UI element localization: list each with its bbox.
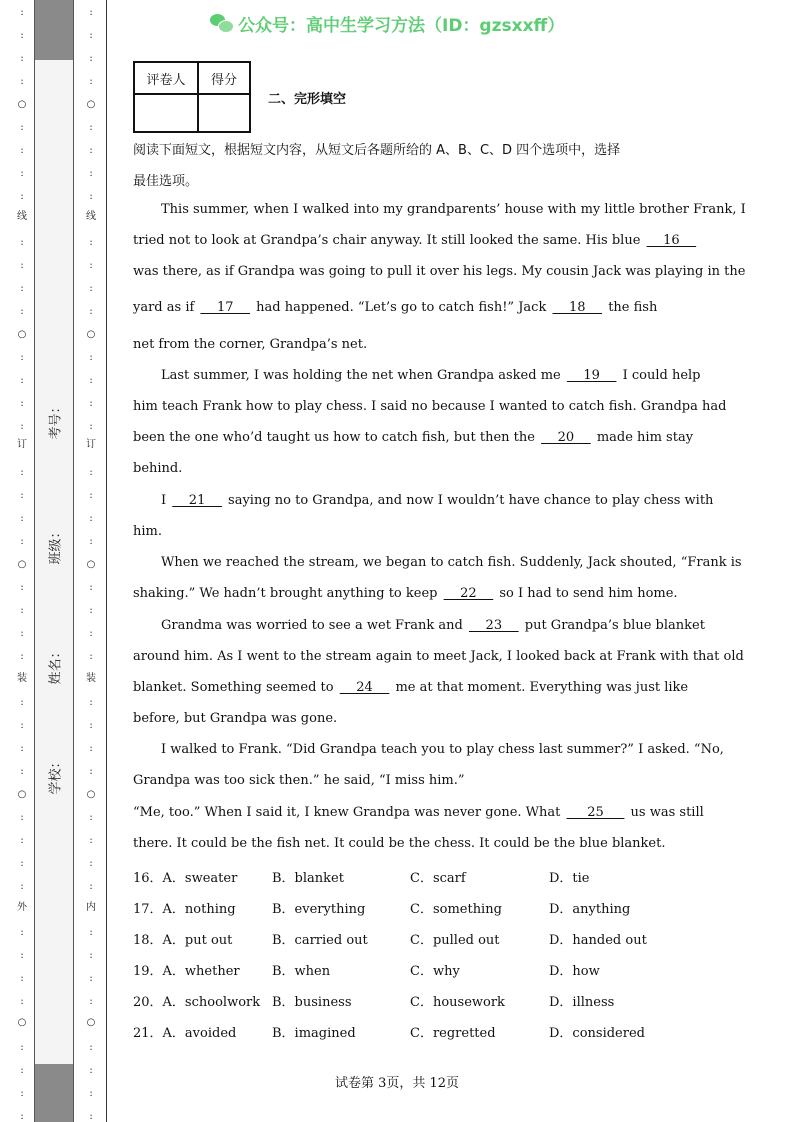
- section-title: 二、完形填空: [268, 92, 347, 107]
- binding-dot: :: [89, 1042, 93, 1053]
- passage-text: us was still: [626, 805, 704, 820]
- passage-line: [133, 524, 663, 539]
- outer-binding-line: [16, 0, 27, 1122]
- passage-line: [133, 264, 746, 279]
- passage-text: behind.: [133, 461, 183, 476]
- binding-dot: :: [20, 237, 24, 248]
- question-option-a: 20．A．schoolwork: [133, 995, 261, 1010]
- passage-text: been the one who’d taught us how to catch fish, but then the: [133, 430, 540, 445]
- passage-line: [133, 300, 663, 315]
- passage-line: [161, 742, 724, 757]
- binding-dot: :: [89, 973, 93, 984]
- passage-line: [133, 836, 666, 851]
- binding-circle: ○: [86, 789, 96, 800]
- binding-circle: ○: [86, 329, 96, 340]
- passage-line: [133, 680, 689, 695]
- reviewer-input-cell: [134, 94, 198, 132]
- binding-mark: 外: [17, 902, 27, 913]
- binding-dot: :: [20, 53, 24, 64]
- binding-dot: :: [89, 375, 93, 386]
- question-option-c: C．something: [410, 902, 502, 917]
- binding-dot: :: [89, 1111, 93, 1122]
- binding-dot: :: [89, 766, 93, 777]
- passage-line: [161, 368, 701, 383]
- binding-dot: :: [89, 53, 93, 64]
- binding-dot: :: [89, 582, 93, 593]
- question-row: [133, 991, 673, 1009]
- binding-mark: 订: [17, 439, 27, 450]
- binding-dot: :: [89, 1088, 93, 1099]
- passage-text: put Grandpa’s blue blanket: [520, 618, 705, 633]
- question-row: [133, 1022, 673, 1040]
- passage-text: me at that moment. Everything was just like: [391, 680, 689, 695]
- passage-text: so I had to send him home.: [495, 586, 678, 601]
- question-option-d: D．how: [549, 964, 600, 979]
- binding-dot: :: [89, 743, 93, 754]
- binding-dot: :: [20, 260, 24, 271]
- binding-dot: :: [89, 835, 93, 846]
- cloze-blank: 24: [339, 680, 390, 695]
- passage-line: [133, 337, 663, 352]
- question-option-a: 19．A．whether: [133, 964, 240, 979]
- binding-dot: :: [89, 513, 93, 524]
- binding-circle: ○: [17, 329, 27, 340]
- binding-circle: ○: [86, 559, 96, 570]
- binding-dot: :: [20, 76, 24, 87]
- binding-dot: :: [89, 1065, 93, 1076]
- passage-text: was there, as if Grandpa was going to pull it over his legs. My cousin Jack was playing in the: [133, 264, 746, 279]
- cloze-blank: 16: [646, 233, 697, 248]
- binding-dot: :: [20, 375, 24, 386]
- question-option-a: 16．A．sweater: [133, 871, 238, 886]
- binding-dot: :: [89, 996, 93, 1007]
- binding-dot: :: [20, 7, 24, 18]
- question-row: [133, 867, 673, 885]
- binding-dot: :: [20, 605, 24, 616]
- binding-dot: :: [89, 697, 93, 708]
- question-option-b: B．carried out: [272, 933, 368, 948]
- binding-dot: :: [89, 306, 93, 317]
- binding-dot: :: [20, 30, 24, 41]
- question-row: [133, 898, 673, 916]
- binding-dot: :: [89, 168, 93, 179]
- binding-dot: :: [20, 168, 24, 179]
- passage-text: there. It could be the fish net. It could be the chess. It could be the blue blanket.: [133, 836, 666, 851]
- binding-circle: ○: [17, 559, 27, 570]
- passage-line: [133, 773, 663, 788]
- page-footer: 试卷第 3页，共 12页: [334, 1076, 460, 1091]
- margin-rule: [106, 0, 107, 1122]
- class-label: 班级：: [48, 525, 64, 565]
- binding-circle: ○: [17, 99, 27, 110]
- question-option-a: 18．A．put out: [133, 933, 233, 948]
- binding-dot: :: [20, 812, 24, 823]
- passage-text: had happened. “Let’s go to catch fish!” Jack: [252, 300, 551, 315]
- question-option-d: D．anything: [549, 902, 631, 917]
- passage-line: [133, 711, 663, 726]
- binding-dot: :: [20, 858, 24, 869]
- passage-text: yard as if: [133, 300, 199, 315]
- binding-mark: 装: [86, 673, 96, 684]
- binding-dot: :: [20, 352, 24, 363]
- passage-text: Grandma was worried to see a wet Frank and: [161, 618, 468, 633]
- passage-text: Grandpa was too sick then.” he said, “I miss him.”: [133, 773, 465, 788]
- binding-mark: 内: [86, 902, 96, 913]
- passage-line: [133, 233, 697, 248]
- binding-dot: :: [20, 490, 24, 501]
- question-option-d: D．handed out: [549, 933, 647, 948]
- passage-text: saying no to Grandpa, and now I wouldn’t have chance to play chess with: [223, 493, 714, 508]
- instruction-line: 阅读下面短文，根据短文内容，从短文后各题所给的 A、B、C、D 四个选项中，选择: [133, 143, 621, 158]
- binding-dot: :: [89, 536, 93, 547]
- header-banner: [210, 10, 564, 36]
- binding-dot: :: [89, 927, 93, 938]
- binding-dot: :: [89, 145, 93, 156]
- passage-text: the fish: [604, 300, 658, 315]
- binding-dot: :: [20, 122, 24, 133]
- school-label: 学校：: [48, 755, 64, 795]
- question-option-d: D．tie: [549, 871, 590, 886]
- binding-dot: :: [20, 306, 24, 317]
- binding-dot: :: [20, 582, 24, 593]
- binding-dot: :: [20, 651, 24, 662]
- binding-dot: :: [20, 283, 24, 294]
- binding-dot: :: [20, 513, 24, 524]
- binding-dot: :: [20, 421, 24, 432]
- passage-text: before, but Grandpa was gone.: [133, 711, 338, 726]
- binding-dot: :: [20, 996, 24, 1007]
- binding-dot: :: [89, 467, 93, 478]
- passage-line: [161, 618, 705, 633]
- cloze-blank: 20: [541, 430, 591, 445]
- question-option-b: B．business: [272, 995, 352, 1010]
- binding-dot: :: [89, 352, 93, 363]
- passage-text: I walked to Frank. “Did Grandpa teach you to play chess last summer?” I asked. “No,: [161, 742, 724, 757]
- question-option-b: B．when: [272, 964, 331, 979]
- passage-line: [133, 461, 663, 476]
- binding-dot: :: [20, 145, 24, 156]
- score-box: [133, 61, 251, 133]
- question-option-d: D．illness: [549, 995, 615, 1010]
- passage-text: I could help: [618, 368, 701, 383]
- question-option-c: C．pulled out: [410, 933, 500, 948]
- exam-number-label: 考号：: [48, 400, 64, 440]
- cloze-blank: 23: [469, 618, 519, 633]
- passage-line: [133, 586, 678, 601]
- passage-text: tried not to look at Grandpa’s chair anyway. It still looked the same. His blue: [133, 233, 645, 248]
- inner-binding-line: [85, 0, 97, 1122]
- binding-dot: :: [20, 881, 24, 892]
- question-option-c: C．regretted: [410, 1026, 496, 1041]
- cloze-blank: 18: [552, 300, 603, 315]
- binding-dot: :: [20, 950, 24, 961]
- binding-circle: ○: [86, 1017, 96, 1028]
- binding-dot: :: [89, 76, 93, 87]
- reviewer-cell: 评卷人: [134, 62, 198, 94]
- passage-line: [161, 202, 746, 217]
- banner-text: 公众号：高中生学习方法（ID：gzsxxff）: [238, 15, 565, 36]
- binding-dot: :: [89, 30, 93, 41]
- wechat-icon: [210, 14, 232, 32]
- binding-dot: :: [89, 950, 93, 961]
- binding-dot: :: [20, 1065, 24, 1076]
- score-cell: 得分: [198, 62, 250, 94]
- question-option-a: 21．A．avoided: [133, 1026, 237, 1041]
- binding-dot: :: [89, 260, 93, 271]
- binding-dot: :: [20, 398, 24, 409]
- binding-dot: :: [89, 7, 93, 18]
- instruction-line: 最佳选项。: [133, 174, 199, 189]
- binding-dot: :: [20, 927, 24, 938]
- question-option-c: C．scarf: [410, 871, 466, 886]
- binding-dot: :: [89, 651, 93, 662]
- cloze-blank: 25: [566, 805, 625, 820]
- question-option-a: 17．A．nothing: [133, 902, 236, 917]
- binding-dot: :: [20, 766, 24, 777]
- binding-dot: :: [20, 743, 24, 754]
- cloze-blank: 22: [443, 586, 494, 601]
- binding-mark: 订: [86, 439, 96, 450]
- binding-dot: :: [89, 812, 93, 823]
- binding-dot: :: [89, 881, 93, 892]
- binding-dot: :: [20, 1111, 24, 1122]
- passage-line: [133, 649, 744, 664]
- binding-dot: :: [20, 1088, 24, 1099]
- binding-circle: ○: [17, 789, 27, 800]
- binding-dot: :: [20, 973, 24, 984]
- passage-line: [161, 555, 742, 570]
- binding-dot: :: [89, 858, 93, 869]
- passage-text: net from the corner, Grandpa’s net.: [133, 337, 368, 352]
- question-option-b: B．everything: [272, 902, 366, 917]
- passage-text: Last summer, I was holding the net when Grandpa asked me: [161, 368, 565, 383]
- question-row: [133, 960, 673, 978]
- passage-line: [133, 805, 704, 820]
- binding-dot: :: [89, 628, 93, 639]
- binding-dot: :: [89, 605, 93, 616]
- binding-dot: :: [89, 122, 93, 133]
- binding-dot: :: [89, 191, 93, 202]
- passage-text: him.: [133, 524, 162, 539]
- binding-dot: :: [20, 191, 24, 202]
- passage-text: him teach Frank how to play chess. I said no because I wanted to catch fish. Grandpa had: [133, 399, 727, 414]
- passage-line: [133, 399, 727, 414]
- passage-line: [161, 493, 714, 508]
- binding-circle: ○: [17, 1017, 27, 1028]
- cloze-blank: 19: [566, 368, 617, 383]
- question-option-b: B．blanket: [272, 871, 344, 886]
- binding-mark: 线: [86, 211, 96, 222]
- passage-text: around him. As I went to the stream again to meet Jack, I looked back at Frank with that old: [133, 649, 744, 664]
- binding-dot: :: [89, 398, 93, 409]
- passage-text: made him stay: [592, 430, 694, 445]
- binding-mark: 线: [17, 211, 27, 222]
- question-option-b: B．imagined: [272, 1026, 356, 1041]
- passage-text: “Me, too.” When I said it, I knew Grandpa was never gone. What: [133, 805, 565, 820]
- passage-text: shaking.” We hadn’t brought anything to keep: [133, 586, 442, 601]
- passage-text: When we reached the stream, we began to catch fish. Suddenly, Jack shouted, “Frank is: [161, 555, 742, 570]
- binding-dot: :: [89, 283, 93, 294]
- binding-dot: :: [89, 720, 93, 731]
- binding-dot: :: [20, 697, 24, 708]
- passage-line: [133, 430, 694, 445]
- binding-dot: :: [89, 421, 93, 432]
- passage-text: I: [161, 493, 171, 508]
- binding-dot: :: [20, 536, 24, 547]
- binding-dot: :: [20, 720, 24, 731]
- name-label: 姓名：: [48, 645, 64, 685]
- cloze-blank: 17: [200, 300, 251, 315]
- binding-dot: :: [89, 237, 93, 248]
- binding-dot: :: [89, 490, 93, 501]
- question-row: [133, 929, 673, 947]
- binding-dot: :: [20, 1042, 24, 1053]
- passage-text: This summer, when I walked into my grandparents’ house with my little brother Frank, I: [161, 202, 746, 217]
- passage-text: blanket. Something seemed to: [133, 680, 338, 695]
- score-input-cell: [198, 94, 250, 132]
- binding-circle: ○: [86, 99, 96, 110]
- band-top-block: [35, 0, 73, 60]
- question-option-d: D．considered: [549, 1026, 645, 1041]
- binding-dot: :: [20, 835, 24, 846]
- question-option-c: C．housework: [410, 995, 505, 1010]
- binding-mark: 装: [17, 673, 27, 684]
- cloze-blank: 21: [172, 493, 222, 508]
- question-option-c: C．why: [410, 964, 460, 979]
- binding-dot: :: [20, 467, 24, 478]
- binding-dot: :: [20, 628, 24, 639]
